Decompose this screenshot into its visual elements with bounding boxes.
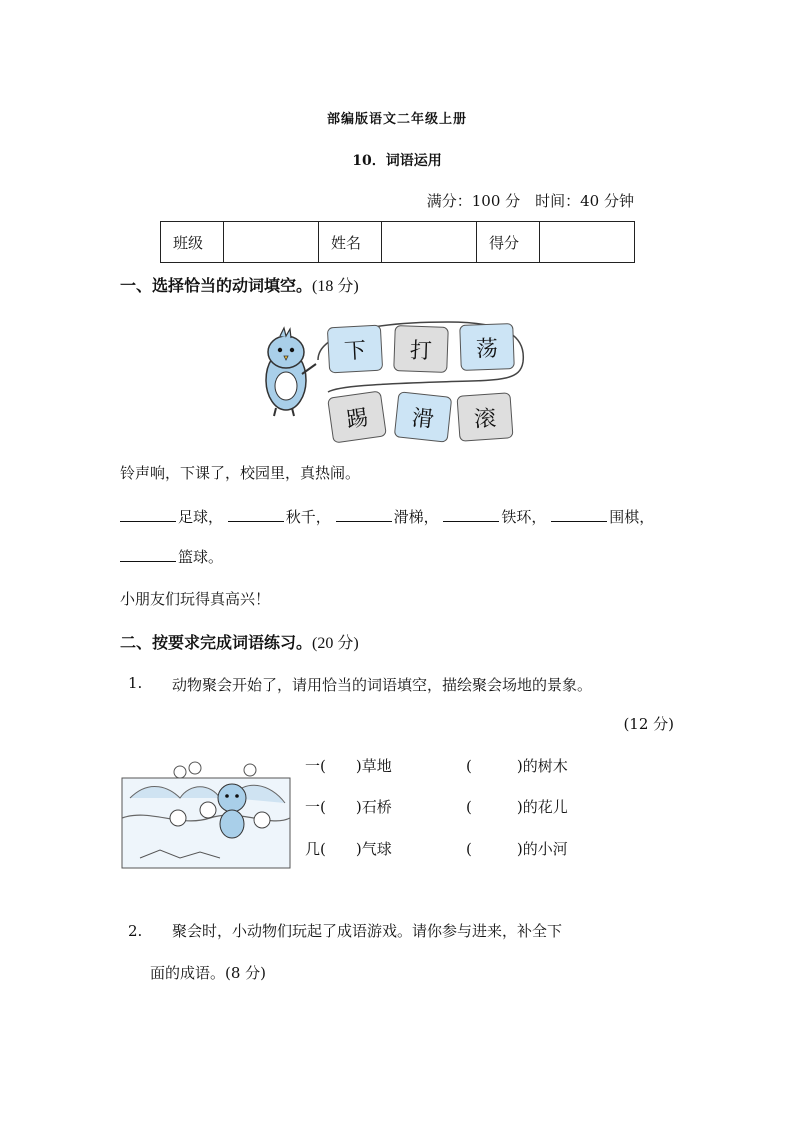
- section1-intro: 铃声响，下课了，校园里，真热闹。: [120, 464, 361, 482]
- q1-text: 动物聚会开始了，请用恰当的词语填空，描绘聚会场地的景象。: [172, 676, 593, 694]
- q2-text-line1: 聚会时，小动物们玩起了成语游戏。请你参与进来，补全下: [172, 922, 563, 940]
- fill-blank-line1: [120, 506, 654, 527]
- class-label: 班级: [161, 222, 224, 263]
- q1-number: 1.: [128, 674, 143, 692]
- verb-tag-3: 荡: [459, 323, 515, 371]
- fill-item: 围棋，: [609, 508, 655, 526]
- score-info: 满分：100 分 时间：40 分钟: [426, 192, 634, 210]
- fill-item: 滑梯，: [393, 508, 439, 526]
- answer-blank[interactable]: [551, 507, 607, 522]
- section2-points: (20 分): [312, 635, 359, 652]
- section2-title-text: 二、按要求完成词语练习。: [120, 633, 313, 652]
- fill-item: 篮球。: [178, 548, 224, 566]
- fill-item: 秋千，: [285, 508, 331, 526]
- answer-blank[interactable]: [228, 507, 284, 522]
- q1-left-item-1: 一( )草地: [305, 757, 392, 775]
- answer-blank[interactable]: [443, 507, 499, 522]
- section1-title: [120, 273, 359, 296]
- unit-title: 10．词语运用: [352, 153, 442, 169]
- name-field[interactable]: [382, 222, 477, 263]
- verb-tag-4: 踢: [327, 390, 387, 443]
- verb-tag-6: 滚: [456, 392, 513, 442]
- fill-item: 足球，: [178, 508, 224, 526]
- verb-tags-illustration: [258, 312, 533, 450]
- verb-tag-5: 滑: [394, 391, 453, 442]
- section2-title: [120, 630, 359, 653]
- answer-blank[interactable]: [120, 507, 176, 522]
- verb-tag-1: 下: [327, 325, 383, 374]
- section1-points: (18 分): [312, 278, 359, 295]
- score-label: 得分: [477, 222, 540, 263]
- fill-item: 铁环，: [501, 508, 547, 526]
- q1-right-item-3: ( )的小河: [466, 840, 568, 858]
- q1-left-item-2: 一( )石桥: [305, 798, 392, 816]
- verb-tag-2: 打: [393, 325, 449, 373]
- answer-blank[interactable]: [120, 547, 176, 562]
- section1-title-text: 一、选择恰当的动词填空。: [120, 276, 313, 295]
- section1-outro: 小朋友们玩得真高兴！: [120, 590, 271, 608]
- q1-left-item-3: 几( )气球: [305, 840, 392, 858]
- q1-points: (12 分): [623, 715, 674, 733]
- student-info-table: [160, 221, 635, 263]
- animal-party-illustration: [120, 758, 292, 870]
- answer-blank[interactable]: [336, 507, 392, 522]
- book-title: 部编版语文二年级上册: [326, 112, 467, 127]
- q2-number: 2.: [128, 922, 143, 940]
- name-label: 姓名: [319, 222, 382, 263]
- q2-text-line2: 面的成语。(8 分): [150, 964, 267, 982]
- q1-right-item-2: ( )的花儿: [466, 798, 568, 816]
- score-field[interactable]: [540, 222, 635, 263]
- fill-blank-line2: [120, 546, 223, 567]
- q1-right-item-1: ( )的树木: [466, 757, 568, 775]
- class-field[interactable]: [224, 222, 319, 263]
